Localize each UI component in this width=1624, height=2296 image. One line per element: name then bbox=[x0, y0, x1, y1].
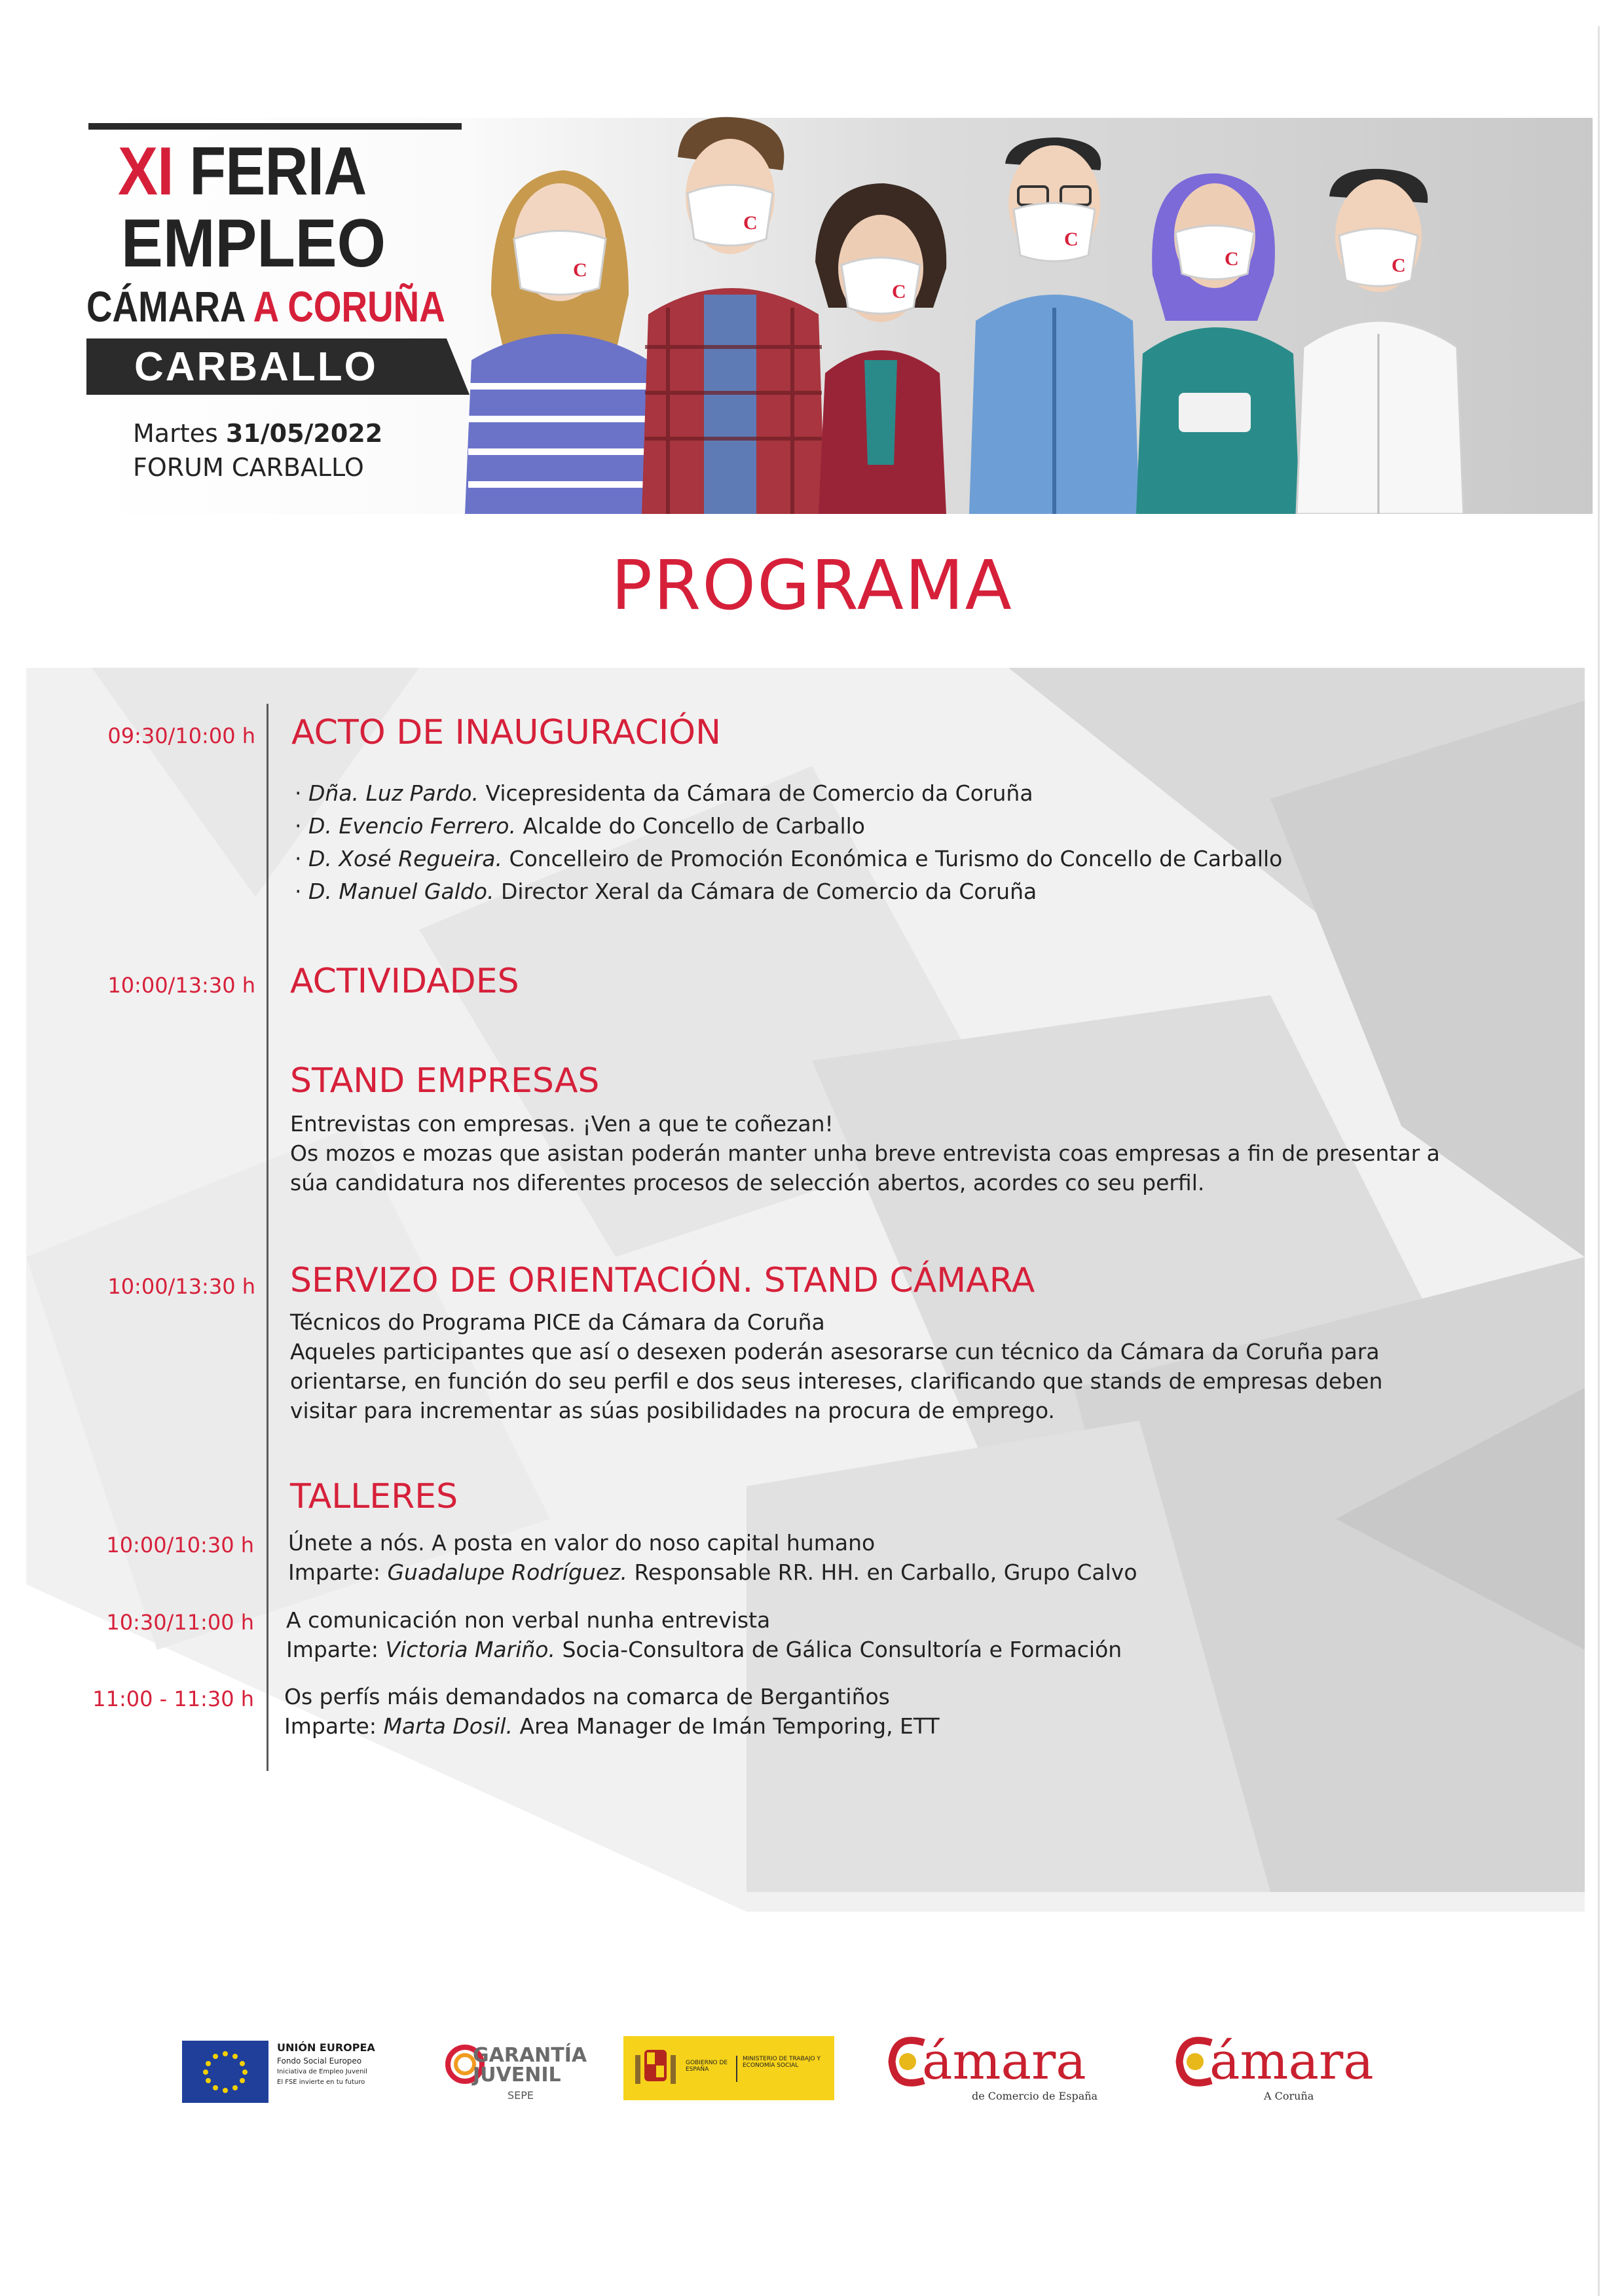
camara-espana-sub: de Comercio de España bbox=[972, 2090, 1098, 2102]
orientation-title: SERVIZO DE ORIENTACIÓN. STAND CÁMARA bbox=[290, 1261, 1035, 1300]
speaker-1 bbox=[295, 779, 1033, 808]
title-a-coruna: A CORUÑA bbox=[253, 282, 445, 331]
event-venue: FORUM CARBALLO bbox=[133, 453, 364, 482]
inauguration-title: ACTO DE INAUGURACIÓN bbox=[291, 713, 721, 752]
title-roman-numeral: XI bbox=[118, 134, 174, 210]
speaker-name: Guadalupe Rodríguez. bbox=[387, 1559, 627, 1585]
date-value: 31/05/2022 bbox=[225, 419, 383, 448]
speaker-name: Victoria Mariño. bbox=[385, 1637, 555, 1662]
stand-empresas-text-1: Os mozos e mozas que asistan poderán manter unha breve entrevista coas empresas a fin de presentar a bbox=[290, 1140, 1440, 1166]
orientation-text-3: visitar para incrementar as súas posibilidades na procura de emprego. bbox=[290, 1398, 1055, 1423]
person-2 bbox=[642, 117, 825, 514]
camara-espana-word: ámara bbox=[922, 2032, 1086, 2091]
title-word-feria: FERIA bbox=[189, 134, 367, 210]
workshops-title: TALLERES bbox=[290, 1477, 458, 1516]
speaker-role: Alcalde do Concello de Carballo bbox=[523, 813, 865, 839]
page-title: PROGRAMA bbox=[611, 545, 1013, 625]
orientation-subtitle: Técnicos do Programa PICE da Cámara da Coruña bbox=[290, 1309, 825, 1335]
gj-line-1: GARANTÍA bbox=[473, 2044, 587, 2067]
workshop-2-time: 10:30/11:00 h bbox=[106, 1610, 254, 1635]
person-4 bbox=[969, 137, 1139, 514]
date-weekday: Martes bbox=[133, 419, 218, 448]
imparte-label: Imparte: bbox=[284, 1713, 377, 1739]
activities-title: ACTIVIDADES bbox=[290, 962, 519, 1001]
bullet: · bbox=[295, 813, 302, 839]
mask-logo-1: C bbox=[573, 259, 587, 281]
location-badge: CARBALLO bbox=[134, 344, 378, 390]
event-title-line1 bbox=[118, 134, 367, 210]
orientation-text-2: orientarse, en función do seu perfil e dos seus intereses, clarificando que stands de empresas deben bbox=[290, 1368, 1383, 1394]
eu-line-1: Fondo Social Europeo bbox=[277, 2056, 362, 2066]
camara-coruna-logo bbox=[1175, 2030, 1411, 2102]
workshop-2-title: A comunicación non verbal nunha entrevista bbox=[286, 1607, 771, 1633]
gj-line-2: JUVENIL bbox=[473, 2064, 561, 2086]
mask-logo-6: C bbox=[1392, 255, 1406, 276]
workshop-3-time: 11:00 - 11:30 h bbox=[92, 1686, 254, 1711]
speaker-role: Vicepresidenta da Cámara de Comercio da Coruña bbox=[485, 780, 1033, 806]
garantia-juvenil-logo bbox=[445, 2033, 587, 2111]
imparte-label: Imparte: bbox=[288, 1559, 380, 1585]
speaker-role: Director Xeral da Cámara de Comercio da Coruña bbox=[500, 879, 1037, 904]
workshop-1-speaker bbox=[288, 1558, 1137, 1587]
mask-logo-2: C bbox=[743, 212, 758, 234]
eu-line-2: Iniciativa de Empleo Juvenil bbox=[277, 2068, 367, 2075]
speaker-name: D. Xosé Regueira. bbox=[308, 846, 503, 871]
imparte-label: Imparte: bbox=[286, 1637, 378, 1662]
orientation-text-1: Aqueles participantes que así o desexen poderán asesorarse cun técnico da Cámara da Coruña para bbox=[290, 1339, 1380, 1364]
workshop-1-time: 10:00/10:30 h bbox=[106, 1533, 254, 1558]
person-6 bbox=[1297, 169, 1464, 514]
speaker-role: Area Manager de Imán Temporing, ETT bbox=[519, 1713, 940, 1739]
stand-empresas-text-2: súa candidatura nos diferentes procesos de selección abertos, acordes co seu perfil. bbox=[290, 1170, 1205, 1195]
header-rule bbox=[88, 123, 462, 130]
eu-line-3: El FSE invierte en tu futuro bbox=[277, 2079, 365, 2086]
people-illustration bbox=[452, 98, 1593, 514]
mask-logo-4: C bbox=[1064, 228, 1079, 250]
speaker-name: D. Manuel Galdo. bbox=[308, 879, 494, 904]
stand-empresas-subtitle: Entrevistas con empresas. ¡Ven a que te coñezan! bbox=[290, 1111, 834, 1137]
gj-sepe: SEPE bbox=[507, 2089, 534, 2102]
speaker-name: Dña. Luz Pardo. bbox=[308, 780, 479, 806]
bullet: · bbox=[295, 846, 302, 871]
eu-flag-icon bbox=[182, 2041, 268, 2103]
speaker-role: Responsable RR. HH. en Carballo, Grupo Calvo bbox=[634, 1559, 1137, 1585]
camara-coruna-sub: A Coruña bbox=[1264, 2090, 1314, 2102]
event-date bbox=[133, 419, 382, 449]
speaker-4 bbox=[295, 877, 1037, 906]
eu-title: UNIÓN EUROPEA bbox=[277, 2041, 375, 2054]
speaker-role: Concelleiro de Promoción Económica e Turismo do Concello de Carballo bbox=[509, 846, 1283, 871]
title-camara: CÁMARA bbox=[86, 282, 245, 331]
speaker-2 bbox=[295, 812, 865, 841]
coat-of-arms-icon bbox=[633, 2042, 678, 2094]
workshop-3-speaker bbox=[284, 1712, 940, 1741]
workshop-1-title: Únete a nós. A posta en valor do noso capital humano bbox=[288, 1530, 876, 1556]
person-5 bbox=[1136, 173, 1300, 514]
speaker-name: D. Evencio Ferrero. bbox=[308, 813, 516, 839]
event-title-line3 bbox=[86, 282, 445, 331]
activities-time: 10:00/13:30 h bbox=[107, 973, 255, 998]
inauguration-time: 09:30/10:00 h bbox=[107, 723, 255, 748]
mask-logo-3: C bbox=[892, 281, 906, 302]
person-3 bbox=[815, 183, 946, 514]
scan-edge-line bbox=[1598, 26, 1600, 2296]
workshop-3-title: Os perfís máis demandados na comarca de Bergantiños bbox=[284, 1684, 890, 1709]
timeline-divider bbox=[267, 704, 268, 1771]
stand-empresas-title: STAND EMPRESAS bbox=[290, 1061, 600, 1101]
workshop-2-speaker bbox=[286, 1635, 1122, 1664]
orientation-time: 10:00/13:30 h bbox=[107, 1274, 255, 1299]
bullet: · bbox=[295, 879, 302, 904]
camara-coruna-word: ámara bbox=[1209, 2032, 1374, 2091]
person-1 bbox=[465, 170, 655, 514]
camara-espana-logo bbox=[888, 2030, 1124, 2102]
bullet: · bbox=[295, 780, 302, 806]
gob-right-label: MINISTERIO DE TRABAJO Y ECONOMÍA SOCIAL bbox=[743, 2056, 821, 2069]
speaker-name: Marta Dosil. bbox=[383, 1713, 513, 1739]
gob-divider bbox=[736, 2056, 737, 2082]
eu-logo bbox=[182, 2041, 424, 2103]
speaker-3 bbox=[295, 845, 1282, 873]
speaker-role: Socia-Consultora de Gálica Consultoría e Formación bbox=[562, 1637, 1122, 1662]
mask-logo-5: C bbox=[1225, 248, 1239, 270]
gobierno-logo bbox=[623, 2036, 834, 2100]
gob-left-label: GOBIERNO DE ESPAÑA bbox=[686, 2060, 728, 2073]
event-title-line2: EMPLEO bbox=[121, 206, 386, 282]
